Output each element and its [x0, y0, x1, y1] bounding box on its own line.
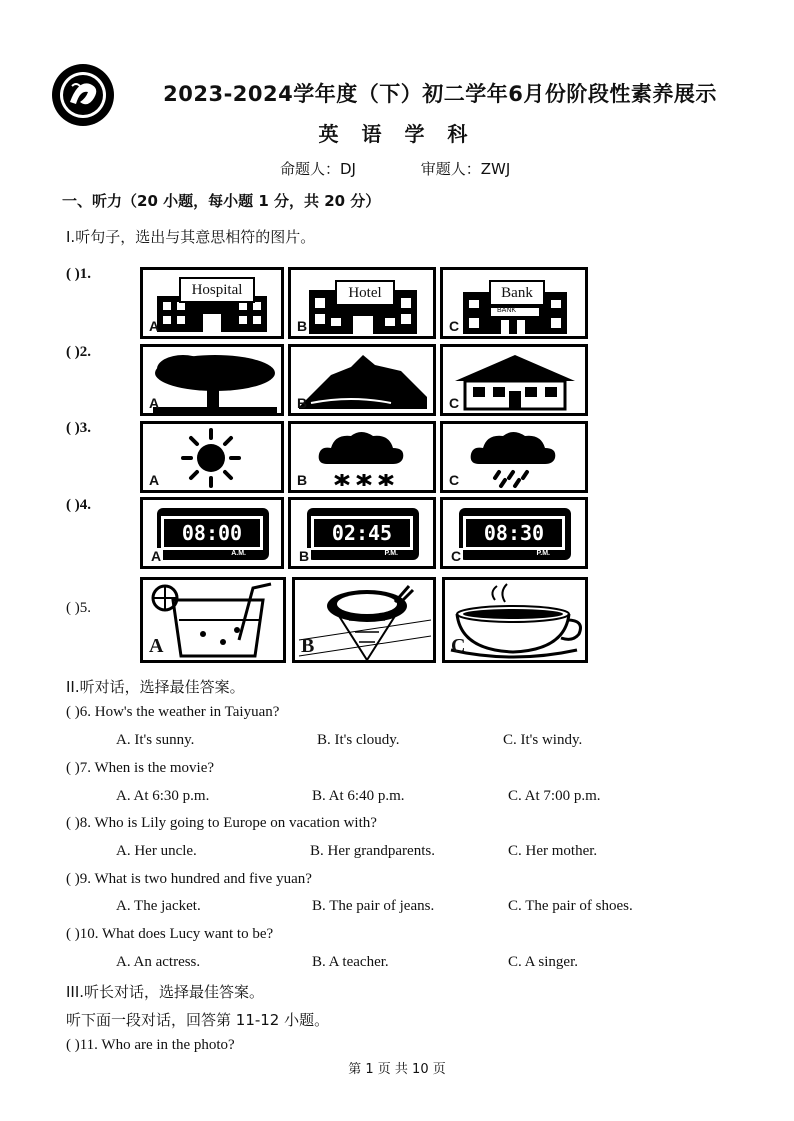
panel-letter: B: [297, 395, 308, 411]
reviewer: 审题人：ZWJ: [420, 160, 511, 178]
q6-option-a: A. It's sunny.: [116, 732, 195, 748]
clock-time: 02:45: [311, 516, 413, 550]
bank-small-sign: BANK: [497, 307, 517, 314]
q10-option-b: B. A teacher.: [312, 954, 389, 970]
q9-option-a: A. The jacket.: [116, 898, 201, 914]
juice-glass-icon: [143, 580, 285, 662]
panel-letter: C: [451, 548, 462, 564]
panel-letter: B: [297, 318, 308, 334]
q3-panel-c: [440, 421, 588, 493]
exam-title: 2023-2024学年度（下）初二学年6月份阶段性素养展示: [163, 82, 717, 106]
panel-letter: B: [301, 635, 315, 657]
part2-instructions: II.听对话，选择最佳答案。: [66, 678, 245, 696]
q3-panel-a: [140, 421, 284, 493]
hotel-sign: Hotel: [335, 280, 395, 306]
section-heading: 一、听力（20 小题，每小题 1 分，共 20 分）: [62, 192, 381, 210]
panel-letter: B: [299, 548, 310, 564]
q1-panel-b: [288, 267, 436, 339]
sun-icon: [143, 424, 283, 492]
snow-icon: [291, 424, 435, 492]
q9-option-c: C. The pair of shoes.: [508, 898, 633, 914]
q1-label: ( )1.: [66, 266, 91, 282]
rain-icon: [443, 424, 587, 492]
panel-letter: C: [449, 472, 460, 488]
clock-ampm: P.M.: [534, 550, 554, 557]
q8-option-b: B. Her grandparents.: [310, 843, 435, 859]
q10-option-a: A. An actress.: [116, 954, 201, 970]
q7-option-a: A. At 6:30 p.m.: [116, 788, 210, 804]
part3-subinstructions: 听下面一段对话，回答第 11-12 小题。: [66, 1011, 330, 1029]
part3-instructions: III.听长对话，选择最佳答案。: [66, 983, 265, 1001]
mountain-icon: [291, 347, 435, 415]
part1-instructions: I.听句子，选出与其意思相符的图片。: [66, 228, 316, 246]
question-7: ( )7. When is the movie?: [66, 760, 215, 776]
q4-label: ( )4.: [66, 497, 91, 513]
coffee-cup-icon: [445, 580, 587, 662]
q6-option-c: C. It's windy.: [503, 732, 583, 748]
q1-panel-c: [440, 267, 588, 339]
q4-panel-a: [140, 497, 284, 569]
question-6: ( )6. How's the weather in Taiyuan?: [66, 704, 280, 720]
panel-letter: A: [151, 548, 162, 564]
panel-letter: B: [297, 472, 308, 488]
clock-ampm: P.M.: [382, 550, 402, 557]
q9-option-b: B. The pair of jeans.: [312, 898, 435, 914]
house-icon: [443, 347, 587, 415]
authors-line: [280, 158, 570, 179]
panel-letter: C: [449, 318, 460, 334]
tree-icon: [143, 347, 283, 415]
q5-panel-c: [442, 577, 588, 663]
q6-option-b: B. It's cloudy.: [317, 732, 400, 748]
panel-letter: C: [449, 395, 460, 411]
q8-option-c: C. Her mother.: [508, 843, 598, 859]
bank-sign: Bank: [489, 280, 545, 306]
question-10: ( )10. What does Lucy want to be?: [66, 926, 274, 942]
clock-time: 08:00: [161, 516, 263, 550]
question-11: ( )11. Who are in the photo?: [66, 1037, 235, 1053]
q3-panel-b: [288, 421, 436, 493]
panel-letter: A: [149, 395, 160, 411]
ice-cream-icon: [295, 580, 435, 662]
subject-title: 英 语 学 科: [318, 122, 476, 146]
q5-panel-b: [292, 577, 436, 663]
q7-option-c: C. At 7:00 p.m.: [508, 788, 601, 804]
question-8: ( )8. Who is Lily going to Europe on vacation with?: [66, 815, 377, 831]
q1-panel-a: [140, 267, 284, 339]
question-9: ( )9. What is two hundred and five yuan?: [66, 871, 312, 887]
panel-letter: C: [451, 635, 466, 657]
page-footer: 第 1 页 共 10 页: [348, 1062, 446, 1077]
clock-ampm: A.M.: [228, 550, 249, 557]
q8-option-a: A. Her uncle.: [116, 843, 197, 859]
q5-panel-a: [140, 577, 286, 663]
panel-letter: A: [149, 635, 164, 657]
q4-panel-c: [440, 497, 588, 569]
q2-label: ( )2.: [66, 344, 91, 360]
panel-letter: A: [149, 318, 160, 334]
clock-time: 08:30: [463, 516, 565, 550]
q2-panel-c: [440, 344, 588, 416]
author: 命题人：DJ: [280, 160, 356, 178]
hospital-sign: Hospital: [179, 277, 255, 303]
q3-label: ( )3.: [66, 420, 91, 436]
q5-label: ( )5.: [66, 600, 91, 616]
panel-letter: A: [149, 472, 160, 488]
q4-panel-b: [288, 497, 436, 569]
q2-panel-b: [288, 344, 436, 416]
q2-panel-a: [140, 344, 284, 416]
q10-option-c: C. A singer.: [508, 954, 579, 970]
q7-option-b: B. At 6:40 p.m.: [312, 788, 405, 804]
